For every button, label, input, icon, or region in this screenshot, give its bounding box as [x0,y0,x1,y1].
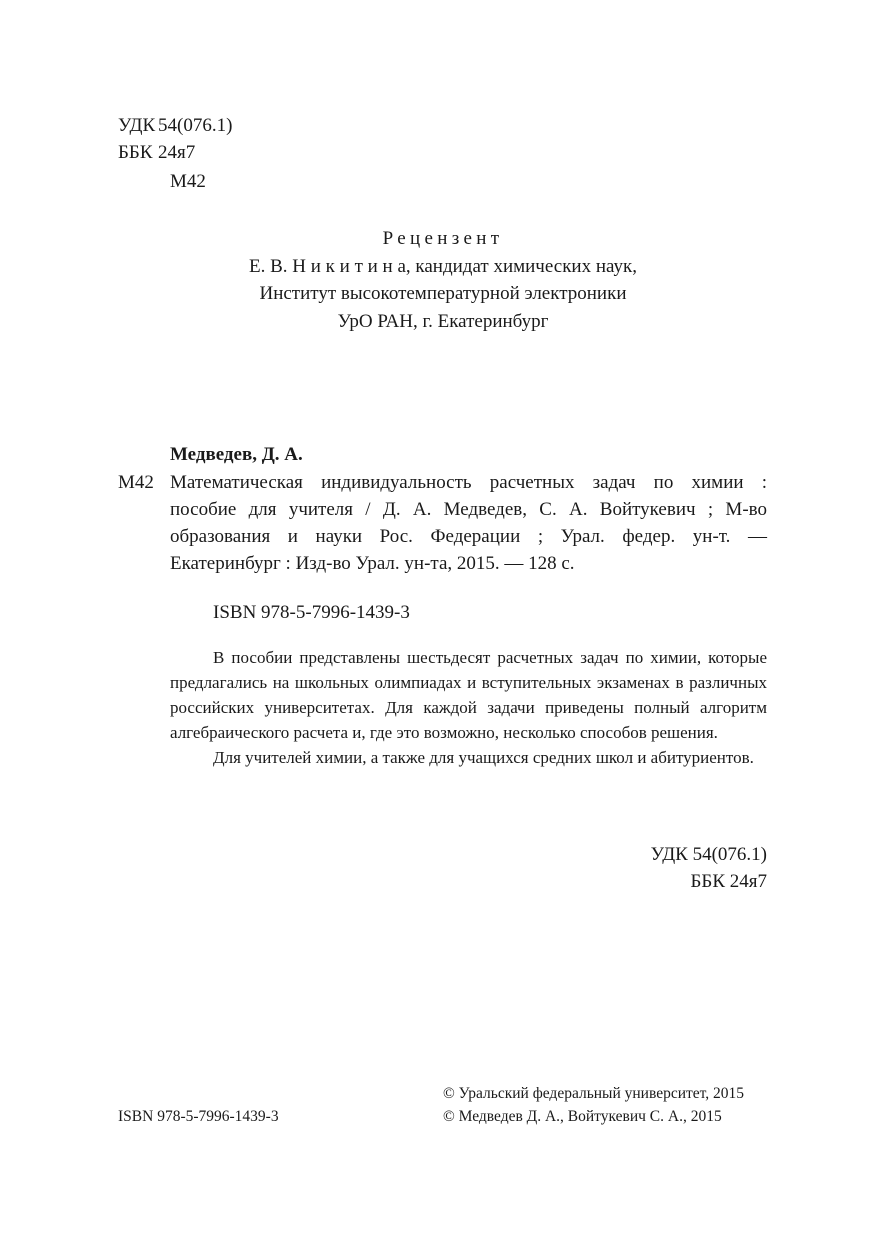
annotation-paragraph: В пособии представлены шестьдесят расчетных задач по химии, которые предлагались на школьных олимпиадах и вступительных экзаменах в различных российских университетах. Для каждой задачи приведены полный алгоритм алгебраического расчета и, где это возможно, несколько способов решения. [170,648,767,742]
isbn: ISBN 978-5-7996-1439-3 [213,602,410,623]
copyright-university: © Уральский федеральный университет, 2015 [443,1085,745,1102]
reviewer-line-2: Институт высокотемпературной электроники [259,283,627,304]
bib-description [170,470,767,577]
bbk-label: ББК [118,142,153,163]
bib-author: Медведев, Д. А. [170,444,303,465]
copyright-authors: © Медведев Д. А., Войтукевич С. А., 2015 [443,1108,722,1125]
reviewer-heading: Рецензент [382,228,504,249]
annotation [170,645,767,770]
bib-line: пособие для учителя / Д. А. Медведев, С. А. Войтукевич ; М-во [170,499,767,520]
bib-code: М42 [118,472,154,493]
bib-line: Математическая индивидуальность расчетных задач по химии : [170,472,767,493]
udk-index-right: УДК 54(076.1) [650,844,767,865]
reviewer-line-1 [170,254,716,280]
udk-value: 54(076.1) [158,115,233,136]
bib-line: Екатеринбург : Изд-во Урал. ун-та, 2015. — 128 с. [170,553,575,574]
bbk-row [118,140,195,166]
annotation-paragraph: Для учителей химии, а также для учащихся средних школ и абитуриентов. [213,748,754,767]
reviewer-line-3: УрО РАН, г. Екатеринбург [337,311,549,332]
footer-isbn: ISBN 978-5-7996-1439-3 [118,1108,279,1125]
bbk-index-right: ББК 24я7 [690,871,767,892]
bbk-value: 24я7 [158,142,196,163]
author-mark: М42 [170,171,206,192]
udk-row [118,113,232,139]
reviewer-name: Е. В. Н и к и т и н а [249,256,406,277]
reviewer-degree: , кандидат химических наук, [405,256,637,277]
bib-line: образования и науки Рос. Федерации ; Урал. федер. ун-т. — [170,526,767,547]
udk-label: УДК [118,115,156,136]
